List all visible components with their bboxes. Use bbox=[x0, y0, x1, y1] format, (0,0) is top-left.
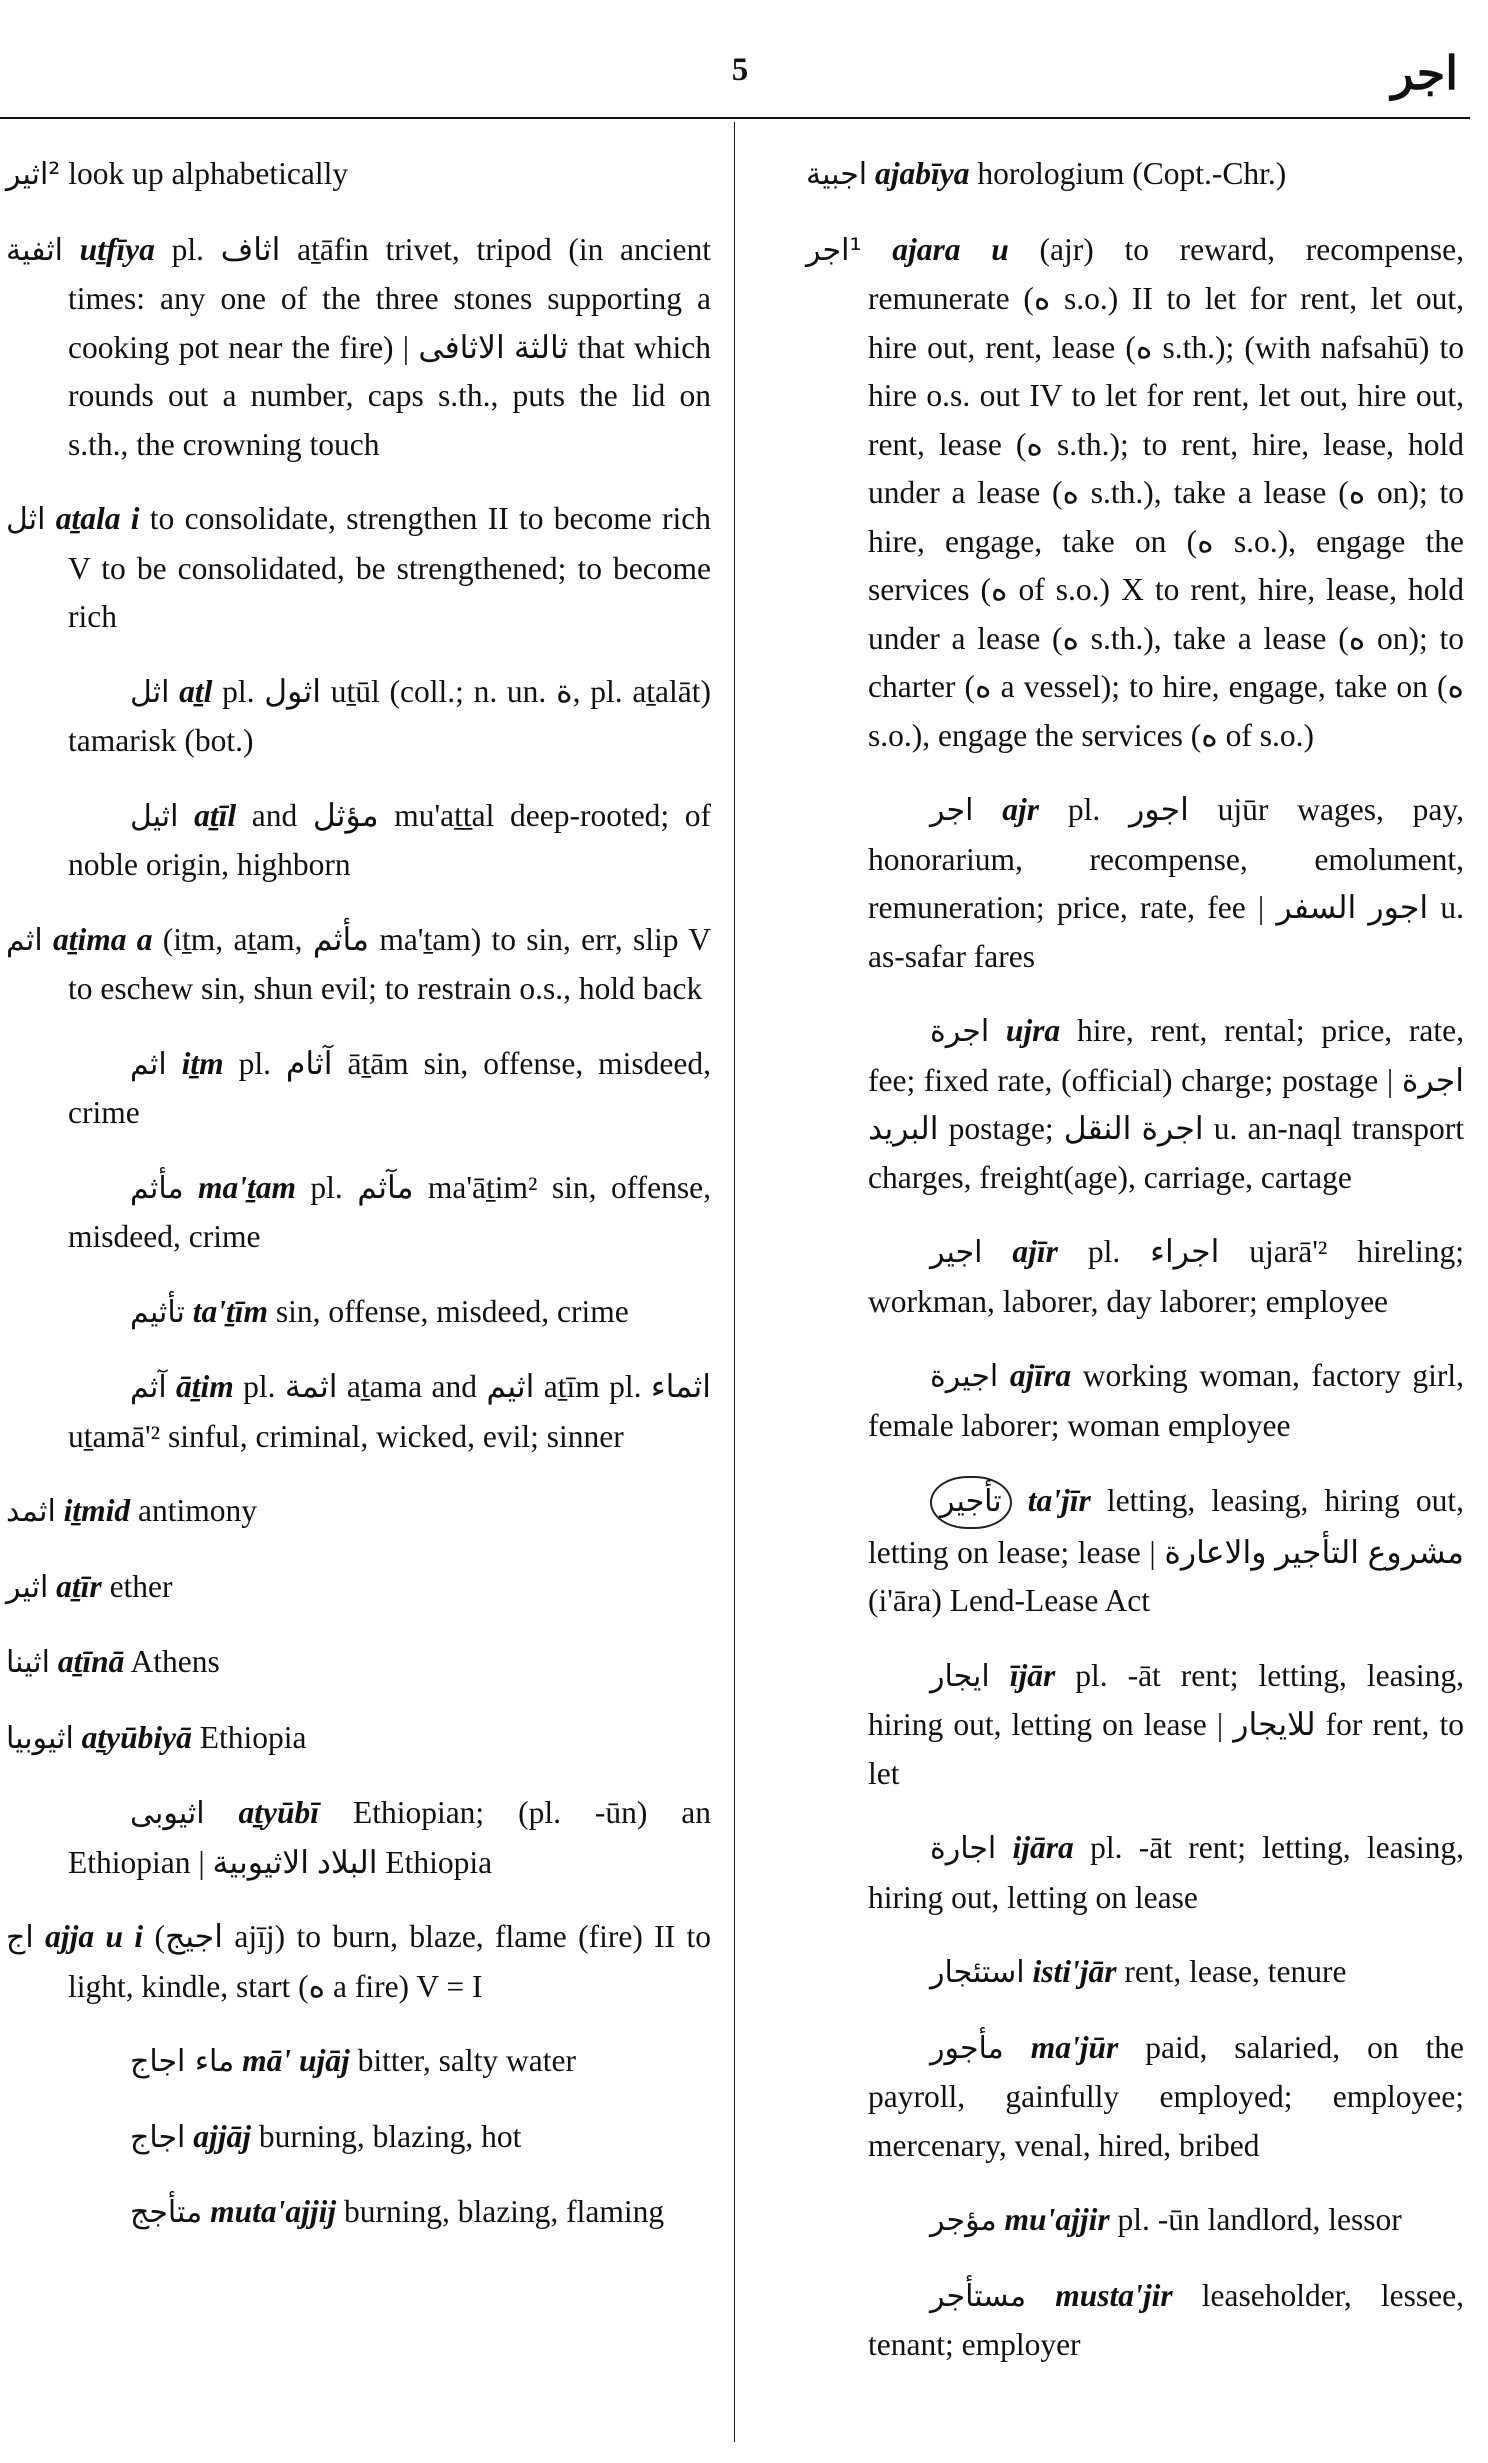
entry-arabic-headword: اجبية bbox=[806, 157, 868, 192]
page-number: 5 bbox=[731, 52, 749, 88]
entry-transliteration: ajr bbox=[1002, 792, 1040, 827]
entry-definition: ether bbox=[109, 1568, 173, 1604]
entry-arabic-headword: مؤجر bbox=[930, 2203, 997, 2238]
dictionary-entry bbox=[806, 1824, 1464, 1922]
column-divider bbox=[734, 122, 735, 2442]
entry-definition: burning, blazing, flaming bbox=[343, 2194, 665, 2229]
entry-definition: sin, offense, misdeed, crime bbox=[275, 1293, 629, 1329]
entry-arabic-headword: ماء اجاج bbox=[130, 2044, 235, 2079]
entry-transliteration: aṯīl bbox=[194, 797, 237, 833]
entry-arabic-headword: اثيل bbox=[130, 798, 179, 834]
entry-transliteration: uṯfīya bbox=[79, 231, 155, 267]
entry-arabic-headword: اثم bbox=[130, 1046, 167, 1082]
entry-transliteration: āṯim bbox=[176, 1369, 234, 1404]
entry-transliteration: aṯala i bbox=[55, 501, 140, 536]
dictionary-entry bbox=[6, 1487, 711, 1537]
entry-definition: burning, blazing, hot bbox=[258, 2118, 522, 2154]
dictionary-entry bbox=[6, 916, 711, 1014]
entry-arabic-headword: اثفية bbox=[6, 232, 63, 268]
entry-transliteration: mā' ujāj bbox=[242, 2043, 350, 2078]
entry-arabic-headword: مأثم bbox=[130, 1170, 184, 1206]
dictionary-entry bbox=[806, 2024, 1464, 2171]
right-column bbox=[806, 150, 1464, 2396]
entry-arabic-headword: ¹اجر bbox=[806, 232, 862, 268]
entry-definition: horologium (Copt.-Chr.) bbox=[977, 156, 1287, 191]
entry-definition: pl. اثول uṯūl (coll.; n. un. ة, pl. aṯalāt) tamarisk (bot.) bbox=[68, 673, 712, 758]
dictionary-entry bbox=[806, 1007, 1464, 1202]
entry-definition: Ethiopian; (pl. -ūn) an Ethiopian | البلاد الاثيوبية Ethiopia bbox=[68, 1795, 712, 1880]
dictionary-entry bbox=[6, 792, 711, 890]
entry-definition: working woman, factory girl, female laborer; woman employee bbox=[868, 1358, 1464, 1443]
entry-definition: pl. -āt rent; letting, leasing, hiring out, letting on lease | للايجار for rent, to let bbox=[868, 1657, 1464, 1791]
entry-definition: pl. مآثم ma'āṯim² sin, offense, misdeed, crime bbox=[68, 1169, 711, 1254]
entry-arabic-headword: تأجير bbox=[930, 1476, 1012, 1529]
entry-arabic-headword: آثم bbox=[130, 1370, 167, 1405]
entry-arabic-headword: اجيرة bbox=[930, 1359, 999, 1394]
dictionary-entry bbox=[806, 150, 1464, 200]
entry-transliteration: aṯyūbiyā bbox=[81, 1719, 192, 1755]
entry-definition: pl. -ūn landlord, lessor bbox=[1117, 2202, 1402, 2237]
entry-definition: pl. -āt rent; letting, leasing, hiring out, letting on lease bbox=[868, 1830, 1465, 1915]
entry-transliteration: ajīra bbox=[1009, 1358, 1072, 1393]
entry-transliteration: muta'ajjij bbox=[210, 2194, 337, 2229]
entry-arabic-headword: اجير bbox=[930, 1235, 983, 1270]
entry-transliteration: aṯima a bbox=[52, 921, 153, 957]
entry-arabic-headword: اجاج bbox=[130, 2119, 186, 2155]
entry-definition: pl. اجراء ujarā'² hireling; workman, laborer, day laborer; employee bbox=[868, 1234, 1464, 1319]
dictionary-entry bbox=[806, 786, 1464, 981]
entry-definition: to consolidate, strengthen II to become rich V to be consolidated, be strengthened; to become rich bbox=[68, 501, 711, 634]
entry-transliteration: ajīr bbox=[1012, 1234, 1058, 1269]
entry-arabic-headword: ايجار bbox=[930, 1658, 990, 1694]
entry-transliteration: ta'ṯīm bbox=[192, 1293, 268, 1329]
running-head: اجر bbox=[1391, 48, 1458, 99]
entry-definition: (اجيج ajīj) to burn, blaze, flame (fire) II to light, kindle, start (ه a fire) V = I bbox=[68, 1919, 712, 2004]
dictionary-entry bbox=[6, 1789, 711, 1887]
dictionary-entry bbox=[6, 1913, 711, 2011]
entry-definition: and مؤثل mu'aṯṯal deep-rooted; of noble origin, highborn bbox=[68, 797, 712, 882]
header-rule bbox=[0, 117, 1470, 119]
dictionary-entry bbox=[6, 1714, 711, 1764]
page-header bbox=[0, 0, 1488, 125]
entry-transliteration: ajja u i bbox=[45, 1919, 144, 1954]
entry-transliteration: aṯīnā bbox=[57, 1644, 125, 1679]
entry-transliteration: ijāra bbox=[1012, 1830, 1074, 1865]
entry-definition: pl. اثمة aṯama and اثيم aṯīm pl. اثماء uṯamā'² sinful, criminal, wicked, evil; sinner bbox=[68, 1369, 711, 1454]
entry-transliteration: ajara u bbox=[892, 231, 1009, 267]
entry-transliteration: aṯyūbī bbox=[238, 1795, 320, 1830]
left-column bbox=[6, 150, 711, 2264]
entry-transliteration: aṯīr bbox=[56, 1568, 102, 1604]
dictionary-entry bbox=[806, 2272, 1464, 2370]
dictionary-entry bbox=[6, 1638, 711, 1688]
entry-transliteration: mu'ajjir bbox=[1004, 2202, 1110, 2237]
dictionary-entry bbox=[6, 495, 711, 642]
entry-arabic-headword: اج bbox=[6, 1920, 34, 1955]
entry-definition: paid, salaried, on the payroll, gainfully employed; employee; mercenary, venal, hired, bribed bbox=[868, 2029, 1465, 2163]
entry-transliteration: ujra bbox=[1005, 1013, 1061, 1048]
entry-definition: pl. آثام āṯām sin, offense, misdeed, crime bbox=[68, 1045, 712, 1130]
dictionary-entry bbox=[806, 1652, 1464, 1799]
entry-arabic-headword: اثم bbox=[6, 922, 43, 958]
dictionary-entry bbox=[806, 226, 1464, 761]
dictionary-entry bbox=[6, 2188, 711, 2238]
dictionary-entry bbox=[6, 2113, 711, 2163]
entry-definition: rent, lease, tenure bbox=[1124, 1954, 1347, 1989]
entry-definition: leaseholder, lessee, tenant; employer bbox=[868, 2277, 1465, 2362]
dictionary-entry bbox=[6, 1363, 711, 1461]
dictionary-entry bbox=[806, 2196, 1464, 2246]
entry-definition: look up alphabetically bbox=[68, 156, 349, 191]
entry-arabic-headword: اثل bbox=[6, 502, 46, 537]
entry-definition: pl. اثاف aṯāfin trivet, tripod (in ancient times: any one of the three stones supporting a cooking pot near the fire) | ثالثة الاثافى that which rounds out a number, caps s.th., puts the lid on s.th., the crowning touch bbox=[68, 231, 711, 462]
entry-arabic-headword: اثيوبيا bbox=[6, 1720, 74, 1756]
entry-definition: (iṯm, aṯam, مأثم ma'ṯam) to sin, err, slip V to eschew sin, shun evil; to restrain o.s., hold back bbox=[68, 921, 712, 1006]
entry-definition: letting, leasing, hiring out, letting on lease; lease | مشروع التأجير والاعارة (i'āra) Lend-Lease Act bbox=[868, 1483, 1465, 1618]
entry-definition: Ethiopia bbox=[199, 1719, 307, 1755]
dictionary-entry bbox=[6, 150, 711, 200]
entry-arabic-headword: اثير bbox=[6, 1569, 49, 1605]
entry-definition: pl. اجور ujūr wages, pay, honorarium, recompense, emolument, remuneration; price, rate, fee | اجور السفر u. as-safar fares bbox=[868, 792, 1464, 974]
entry-transliteration: ta'jīr bbox=[1027, 1483, 1091, 1518]
entry-arabic-headword: اثينا bbox=[6, 1645, 50, 1680]
entry-arabic-headword: ²اثير bbox=[6, 157, 61, 192]
dictionary-entry bbox=[6, 226, 711, 470]
entry-definition: antimony bbox=[138, 1493, 258, 1528]
entry-arabic-headword: اثيوبى bbox=[130, 1796, 205, 1831]
entry-arabic-headword: مأجور bbox=[930, 2030, 1004, 2066]
entry-arabic-headword: اثل bbox=[130, 674, 170, 710]
entry-transliteration: aṯl bbox=[179, 673, 213, 709]
dictionary-entry bbox=[6, 1288, 711, 1338]
dictionary-entry bbox=[6, 1164, 711, 1262]
dictionary-entry bbox=[806, 1476, 1464, 1626]
dictionary-entry bbox=[6, 1563, 711, 1613]
dictionary-entry bbox=[6, 2037, 711, 2087]
entry-definition: Athens bbox=[130, 1644, 220, 1679]
entry-arabic-headword: متأجج bbox=[130, 2195, 203, 2230]
entry-transliteration: ījār bbox=[1009, 1657, 1056, 1693]
dictionary-entry bbox=[806, 1352, 1464, 1450]
entry-transliteration: ma'ṯam bbox=[197, 1169, 296, 1205]
entry-transliteration: ajabīya bbox=[874, 156, 970, 191]
entry-arabic-headword: مستأجر bbox=[930, 2278, 1027, 2314]
entry-arabic-headword: اجرة bbox=[930, 1014, 990, 1049]
dictionary-entry bbox=[806, 1228, 1464, 1326]
entry-definition: bitter, salty water bbox=[357, 2043, 576, 2078]
entry-transliteration: isti'jār bbox=[1032, 1954, 1117, 1989]
entry-transliteration: iṯmid bbox=[63, 1493, 131, 1528]
entry-arabic-headword: تأثيم bbox=[130, 1294, 185, 1330]
entry-definition: hire, rent, rental; price, rate, fee; fixed rate, (official) charge; postage | اجرة البريد postage; اجرة النقل u. an-naql transport charges, freight(age), carriage, cartage bbox=[868, 1013, 1464, 1195]
entry-arabic-headword: اثمد bbox=[6, 1494, 56, 1529]
entry-arabic-headword: استئجار bbox=[930, 1955, 1025, 1990]
entry-transliteration: musta'jir bbox=[1055, 2277, 1173, 2313]
entry-definition: (ajr) to reward, recompense, remunerate (ه s.o.) II to let for rent, let out, hire out, rent, lease (ه s.th.); (with nafsahū) to hire o.s. out IV to let for rent, let out, hire out, rent, lease (ه s.th.); to rent, hire, lease, hold under a lease (ه s.th.), take a lease (ه on); to hire, engage, take on (ه s.o.), engage the services (ه of s.o.) X to rent, hire, lease, hold under a lease (ه s.th.), take a lease (ه on); to charter (ه a vessel); to hire, engage, take on (ه s.o.), engage the services (ه of s.o.) bbox=[868, 231, 1465, 753]
entry-arabic-headword: اجر bbox=[930, 793, 974, 828]
dictionary-entry bbox=[6, 1040, 711, 1138]
entry-transliteration: ajjāj bbox=[193, 2118, 252, 2154]
entry-transliteration: iṯm bbox=[181, 1045, 224, 1081]
dictionary-entry bbox=[806, 1948, 1464, 1998]
entry-arabic-headword: اجارة bbox=[930, 1831, 997, 1866]
entry-transliteration: ma'jūr bbox=[1030, 2029, 1119, 2065]
dictionary-entry bbox=[6, 668, 711, 766]
